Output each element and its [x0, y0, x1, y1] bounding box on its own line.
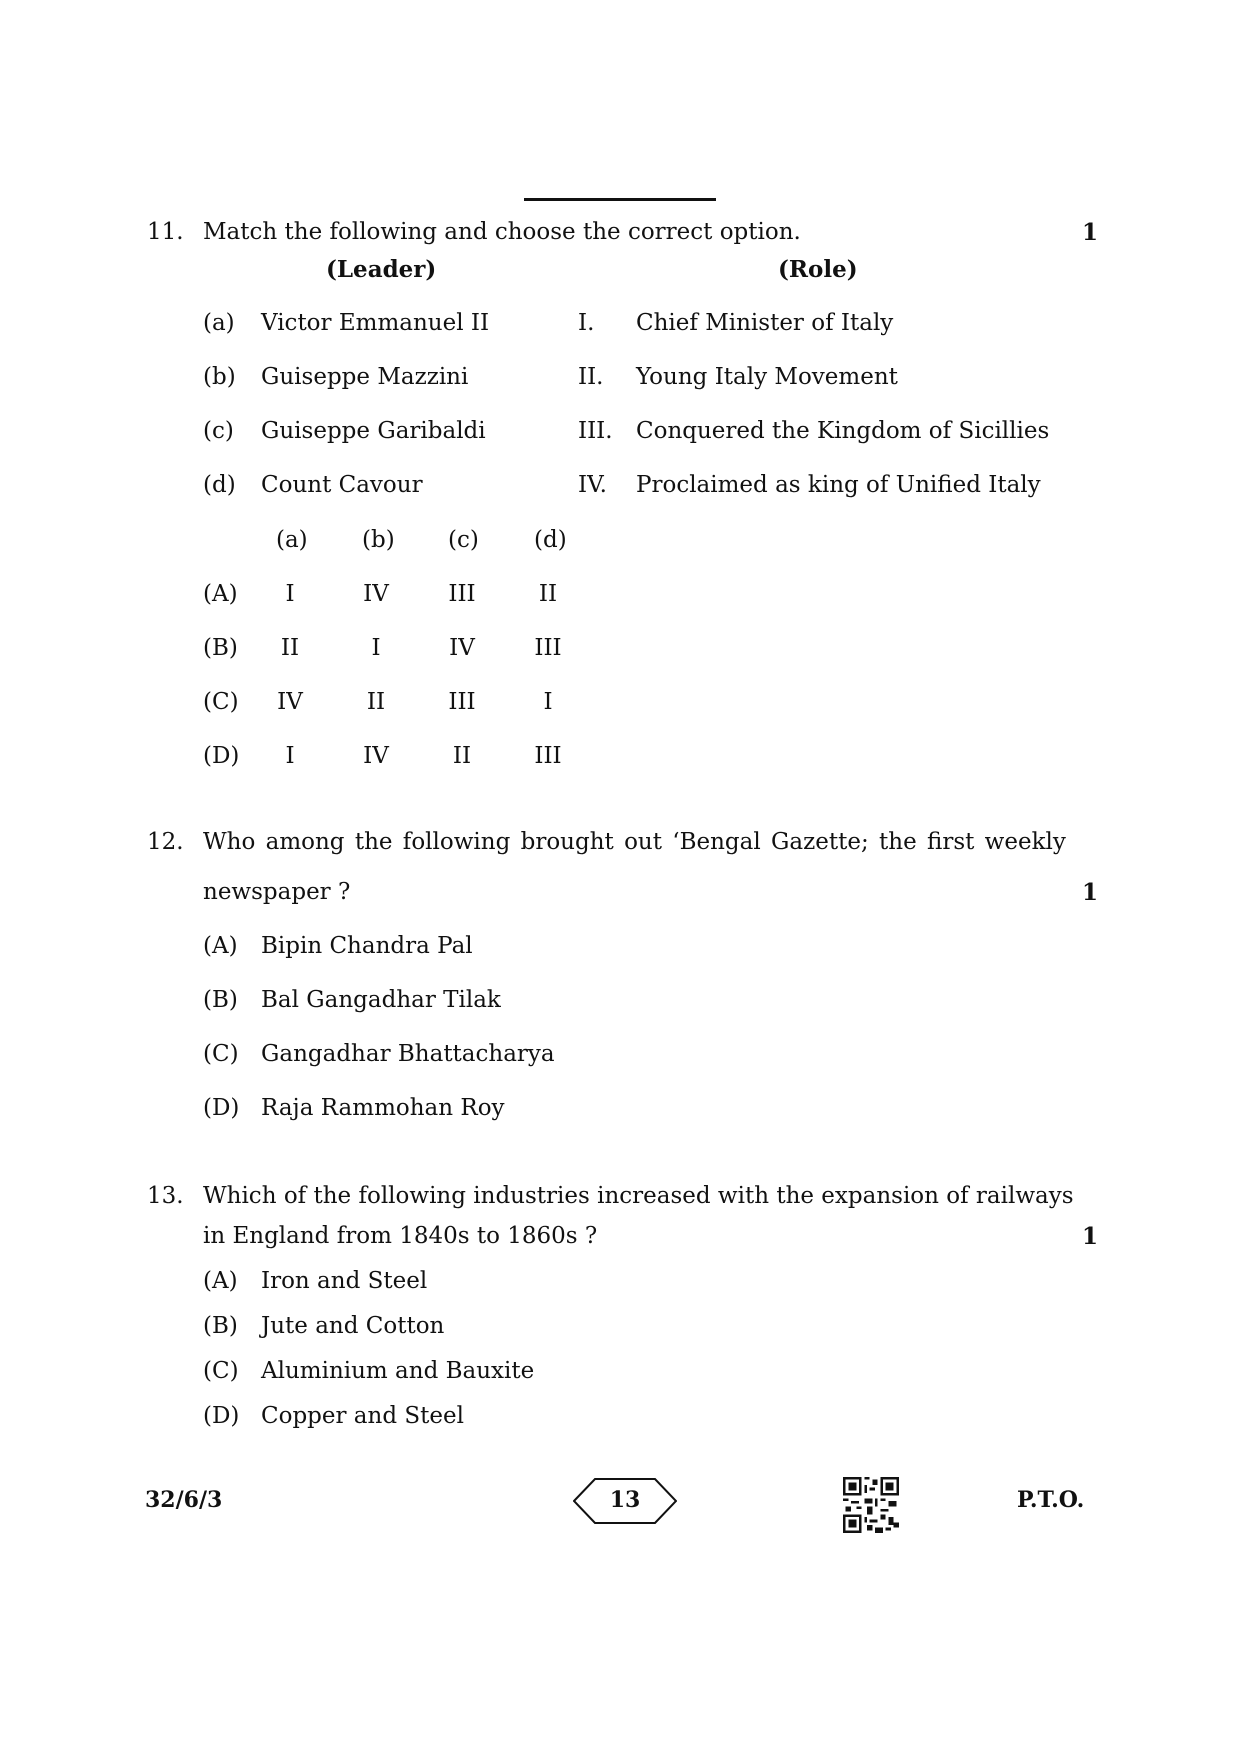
q11-row-role: Proclaimed as king of Unified Italy	[636, 472, 1041, 498]
q11-row-leader: Count Cavour	[261, 472, 423, 498]
qr-code-icon	[843, 1477, 899, 1533]
q11-grid-header: (b)	[362, 527, 395, 553]
q12-number: 12.	[147, 829, 184, 855]
q13-option-label: (B)	[203, 1313, 238, 1339]
q12-option-label: (C)	[203, 1041, 239, 1067]
q11-option-value: II	[280, 635, 300, 661]
q13-option-text: Copper and Steel	[261, 1403, 464, 1429]
q11-option-label: (B)	[203, 635, 238, 661]
q11-option-value: III	[448, 581, 476, 607]
q13-option-text: Aluminium and Bauxite	[261, 1358, 535, 1384]
q11-text: Match the following and choose the correct option.	[203, 219, 801, 245]
q11-row-role: Young Italy Movement	[636, 364, 898, 390]
q11-row-leader: Guiseppe Mazzini	[261, 364, 469, 390]
q12-text-line2: newspaper ?	[203, 879, 351, 905]
q12-option-text: Bipin Chandra Pal	[261, 933, 473, 959]
q11-option-value: II	[538, 581, 558, 607]
q11-option-label: (C)	[203, 689, 239, 715]
q11-row-key: (c)	[203, 418, 234, 444]
top-rule	[524, 198, 716, 201]
page-number: 13	[609, 1487, 641, 1513]
q11-option-value: I	[371, 635, 381, 661]
q11-option-value: I	[285, 581, 295, 607]
q11-row-leader: Guiseppe Garibaldi	[261, 418, 486, 444]
q11-option-value: II	[452, 743, 472, 769]
q11-row-numeral: IV.	[578, 472, 607, 498]
q11-row-leader: Victor Emmanuel II	[261, 310, 490, 336]
q11-option-value: IV	[277, 689, 303, 715]
q12-option-label: (A)	[203, 933, 238, 959]
q11-row-key: (d)	[203, 472, 236, 498]
q11-row-numeral: I.	[578, 310, 595, 336]
q12-option-text: Bal Gangadhar Tilak	[261, 987, 501, 1013]
q11-option-value: II	[366, 689, 386, 715]
q13-option-text: Jute and Cotton	[261, 1313, 445, 1339]
q11-marks: 1	[1082, 219, 1099, 246]
q11-grid-header: (c)	[448, 527, 479, 553]
q11-grid-header: (d)	[534, 527, 567, 553]
q11-option-value: I	[285, 743, 295, 769]
q11-option-value: IV	[449, 635, 475, 661]
q13-marks: 1	[1082, 1223, 1099, 1250]
q11-option-label: (D)	[203, 743, 240, 769]
q11-option-value: IV	[363, 581, 389, 607]
q11-option-value: III	[534, 635, 562, 661]
q11-option-label: (A)	[203, 581, 238, 607]
paper-code: 32/6/3	[145, 1487, 223, 1513]
q13-text-line1: Which of the following industries increased with the expansion of railways	[203, 1183, 1074, 1209]
q13-option-label: (D)	[203, 1403, 240, 1429]
q13-option-label: (A)	[203, 1268, 238, 1294]
q11-row-key: (b)	[203, 364, 236, 390]
q11-role-header: (Role)	[778, 256, 858, 283]
q11-row-key: (a)	[203, 310, 235, 336]
q11-row-role: Chief Minister of Italy	[636, 310, 894, 336]
q11-row-role: Conquered the Kingdom of Sicillies	[636, 418, 1050, 444]
q11-grid-header: (a)	[276, 527, 308, 553]
q11-leader-header: (Leader)	[326, 256, 437, 283]
q12-option-text: Raja Rammohan Roy	[261, 1095, 505, 1121]
q11-row-numeral: II.	[578, 364, 604, 390]
q13-option-text: Iron and Steel	[261, 1268, 428, 1294]
q11-option-value: III	[448, 689, 476, 715]
q12-text-line1: Who among the following brought out ‘Bengal Gazette; the first weekly	[203, 829, 1066, 855]
q13-number: 13.	[147, 1183, 184, 1209]
q11-row-numeral: III.	[578, 418, 613, 444]
q12-option-label: (D)	[203, 1095, 240, 1121]
q12-option-text: Gangadhar Bhattacharya	[261, 1041, 555, 1067]
q11-option-value: III	[534, 743, 562, 769]
pto-label: P.T.O.	[1017, 1487, 1085, 1513]
q12-option-label: (B)	[203, 987, 238, 1013]
q11-option-value: IV	[363, 743, 389, 769]
q13-option-label: (C)	[203, 1358, 239, 1384]
q12-marks: 1	[1082, 879, 1099, 906]
q13-text-line2: in England from 1840s to 1860s ?	[203, 1223, 598, 1249]
q11-option-value: I	[543, 689, 553, 715]
q11-number: 11.	[147, 219, 184, 245]
